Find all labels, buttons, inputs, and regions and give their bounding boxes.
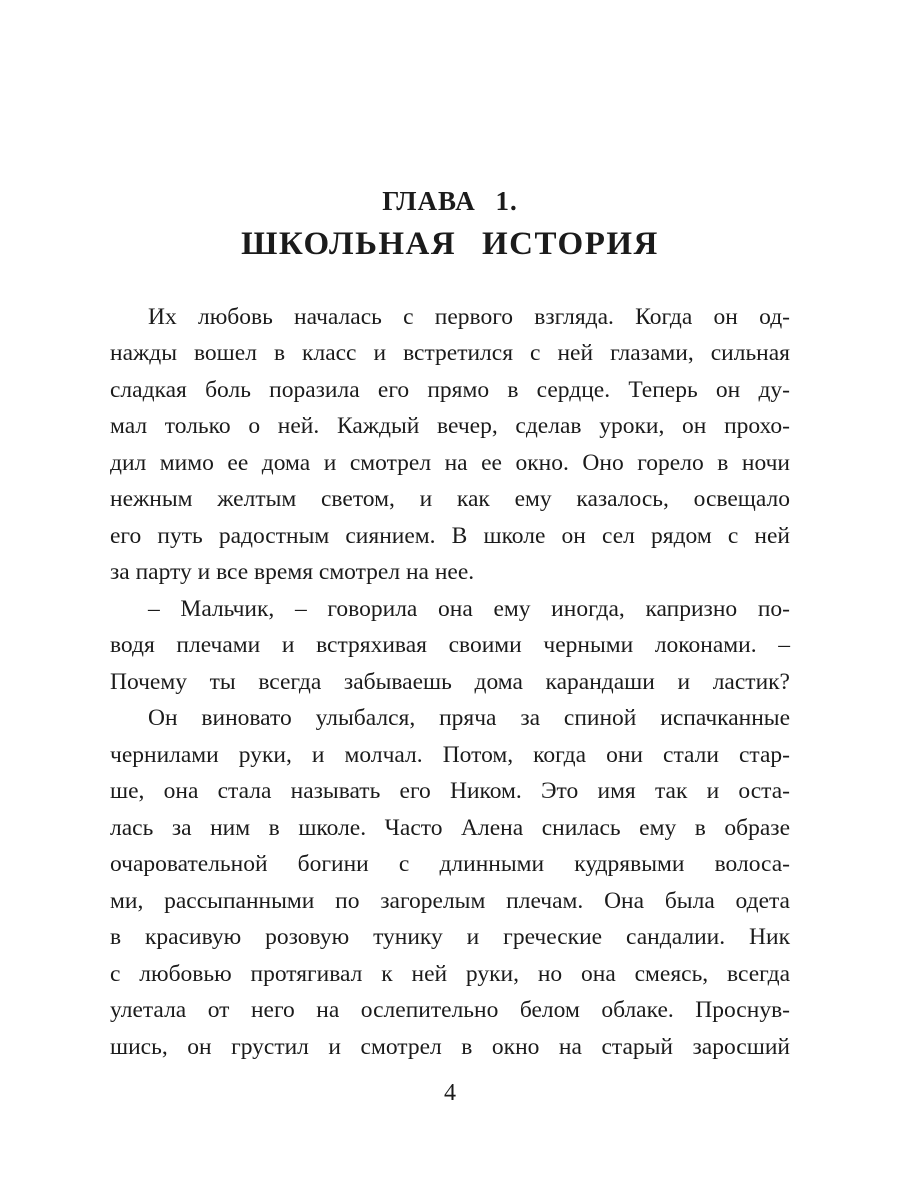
text-line: лась за ним в школе. Часто Алена снилась ему в образе bbox=[110, 814, 790, 841]
text-line: улетала от него на ослепительно белом облаке. Проснув- bbox=[110, 997, 790, 1024]
text-line: чернилами руки, и молчал. Потом, когда они стали стар- bbox=[110, 741, 790, 768]
text-block bbox=[110, 299, 790, 1066]
text-line: ше, она стала называть его Ником. Это имя так и оста- bbox=[110, 778, 790, 805]
text-line: – Мальчик, – говорила она ему иногда, капризно по- bbox=[148, 595, 790, 622]
text-line: в красивую розовую тунику и греческие сандалии. Ник bbox=[110, 924, 790, 951]
text-line: водя плечами и встряхивая своими черными локонами. – bbox=[110, 632, 790, 659]
text-line: дил мимо ее дома и смотрел на ее окно. Оно горело в ночи bbox=[110, 449, 790, 476]
text-line: его путь радостным сиянием. В школе он сел рядом с ней bbox=[110, 522, 790, 549]
text-line: Почему ты всегда забываешь дома карандаши и ластик? bbox=[110, 668, 790, 695]
paragraph bbox=[110, 700, 790, 1065]
text-line: сладкая боль поразила его прямо в сердце. Теперь он ду- bbox=[110, 376, 790, 403]
paragraph bbox=[110, 299, 790, 591]
text-line: с любовью протягивал к ней руки, но она смеясь, всегда bbox=[110, 960, 790, 987]
text-line: за парту и все время смотрел на нее. bbox=[110, 559, 475, 586]
text-line: шись, он грустил и смотрел в окно на старый заросший bbox=[110, 1033, 790, 1060]
text-line: очаровательной богини с длинными кудрявыми волоса- bbox=[110, 851, 790, 878]
text-line: Он виновато улыбался, пряча за спиной испачканные bbox=[148, 705, 790, 732]
text-line: Их любовь началась с первого взгляда. Когда он од- bbox=[148, 303, 790, 330]
text-line: мал только о ней. Каждый вечер, сделав уроки, он прохо- bbox=[110, 413, 790, 440]
chapter-title: ШКОЛЬНАЯ ИСТОРИЯ bbox=[241, 226, 659, 263]
chapter-label: ГЛАВА 1. bbox=[382, 186, 518, 216]
text-line: нажды вошел в класс и встретился с ней глазами, сильная bbox=[110, 340, 790, 367]
text-line: нежным желтым светом, и как ему казалось, освещало bbox=[110, 486, 790, 513]
paragraph bbox=[110, 591, 790, 701]
text-line: ми, рассыпанными по загорелым плечам. Она была одета bbox=[110, 887, 790, 914]
page-number: 4 bbox=[444, 1080, 456, 1106]
